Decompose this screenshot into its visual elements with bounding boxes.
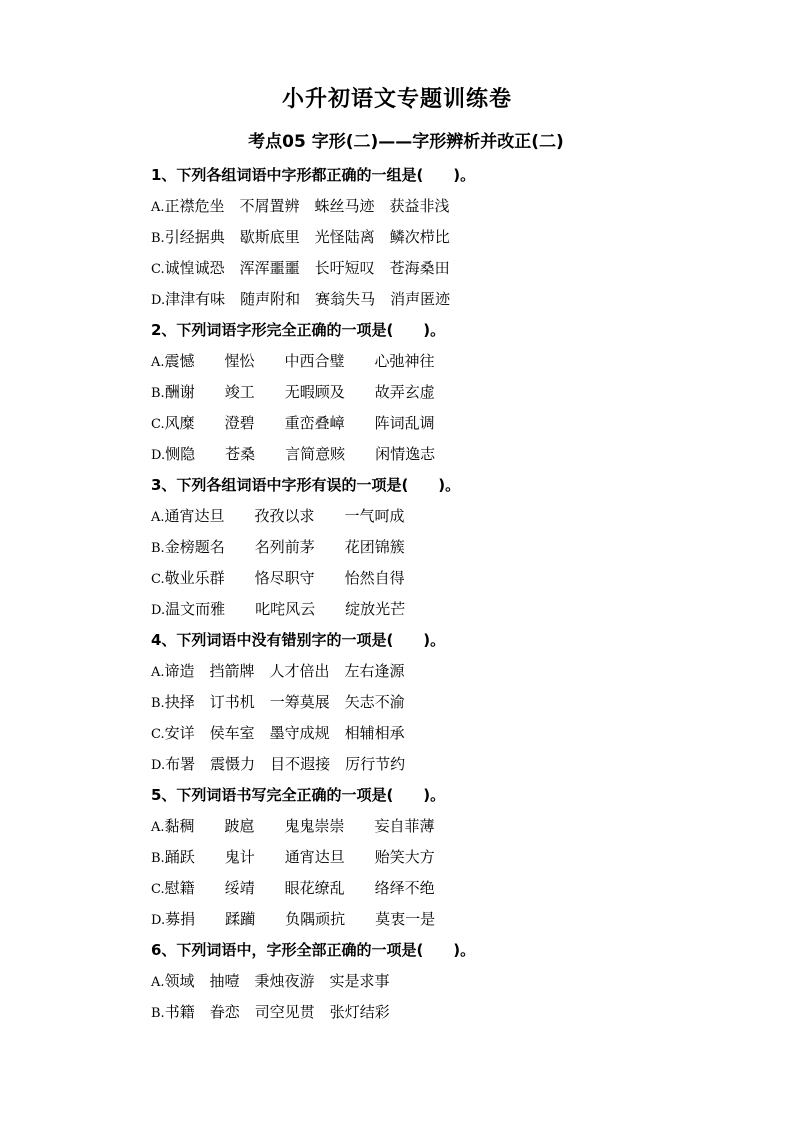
option-words: 踊跃 鬼计 通宵达旦 贻笑大方	[164, 848, 435, 866]
question-list	[151, 163, 751, 1031]
option-words: 领域 抽噎 秉烛夜游 实是求事	[164, 972, 390, 990]
option-words: 金榜题名 名列前茅 花团锦簇	[164, 538, 405, 556]
option-c	[151, 256, 751, 287]
option-b	[151, 380, 751, 411]
question-3	[151, 473, 751, 628]
question-1	[151, 163, 751, 318]
question-stem: 2、下列词语字形完全正确的一项是( )。	[151, 321, 446, 339]
option-words: 敬业乐群 恪尽职守 怡然自得	[164, 569, 405, 587]
option-words: 引经据典 歇斯底里 光怪陆离 鳞次栉比	[164, 228, 450, 246]
option-letter: A.	[151, 820, 165, 835]
option-letter: B.	[151, 386, 165, 401]
question-stem: 5、下列词语书写完全正确的一项是( )。	[151, 786, 446, 804]
option-a	[151, 659, 751, 690]
option-letter: C.	[151, 417, 165, 432]
option-b	[151, 225, 751, 256]
option-words: 通宵达旦 孜孜以求 一气呵成	[164, 507, 405, 525]
option-a	[151, 814, 751, 845]
option-words: 募捐 蹂躏 负隅顽抗 莫衷一是	[165, 910, 436, 928]
option-b	[151, 1000, 751, 1031]
option-letter: A.	[151, 510, 165, 525]
question-4	[151, 628, 751, 783]
option-d	[151, 597, 751, 628]
option-words: 酬谢 竣工 无暇顾及 故弄玄虚	[164, 383, 435, 401]
option-c	[151, 721, 751, 752]
option-words: 布署 震慑力 目不遐接 厉行节约	[165, 755, 406, 773]
question-5	[151, 783, 751, 938]
option-words: 书籍 眷恋 司空见贯 张灯结彩	[164, 1003, 390, 1021]
option-letter: B.	[151, 541, 165, 556]
option-b	[151, 535, 751, 566]
option-words: 风糜 澄碧 重峦叠嶂 阵词乱调	[164, 414, 435, 432]
option-d	[151, 287, 751, 318]
question-stem: 1、下列各组词语中字形都正确的一组是( )。	[151, 166, 476, 184]
option-letter: D.	[151, 758, 166, 773]
option-letter: A.	[151, 665, 165, 680]
option-letter: B.	[151, 851, 165, 866]
option-c	[151, 566, 751, 597]
option-a	[151, 194, 751, 225]
option-words: 震憾 惺忪 中西合璧 心弛神往	[164, 352, 435, 370]
page-title: 小升初语文专题训练卷	[281, 87, 512, 112]
option-words: 正襟危坐 不屑置辨 蛛丝马迹 获益非浅	[164, 197, 450, 215]
option-b	[151, 845, 751, 876]
option-letter: B.	[151, 231, 165, 246]
option-words: 诚惶诚恐 浑浑噩噩 长吁短叹 苍海桑田	[164, 259, 450, 277]
option-words: 津津有味 随声附和 赛翁失马 消声匿迹	[165, 290, 451, 308]
option-letter: A.	[151, 355, 165, 370]
option-letter: C.	[151, 572, 165, 587]
option-letter: C.	[151, 882, 165, 897]
option-letter: A.	[151, 975, 165, 990]
option-d	[151, 907, 751, 938]
question-stem: 3、下列各组词语中字形有误的一项是( )。	[151, 476, 461, 494]
option-c	[151, 411, 751, 442]
question-2	[151, 318, 751, 473]
option-c	[151, 876, 751, 907]
option-letter: D.	[151, 913, 166, 928]
option-letter: D.	[151, 293, 166, 308]
option-words: 慰籍 绥靖 眼花缭乱 络绎不绝	[164, 879, 435, 897]
option-words: 恻隐 苍桑 言简意赅 闲情逸志	[165, 445, 436, 463]
option-letter: B.	[151, 1006, 165, 1021]
option-a	[151, 349, 751, 380]
option-a	[151, 504, 751, 535]
option-letter: D.	[151, 448, 166, 463]
option-letter: B.	[151, 696, 165, 711]
option-words: 安详 侯车室 墨守成规 相辅相承	[164, 724, 405, 742]
option-words: 温文而雅 叱咤风云 绽放光芒	[165, 600, 406, 618]
option-words: 黏稠 跛扈 鬼鬼崇崇 妄自菲薄	[164, 817, 435, 835]
option-d	[151, 752, 751, 783]
option-a	[151, 969, 751, 1000]
option-b	[151, 690, 751, 721]
option-words: 谛造 挡箭牌 人才倍出 左右逢源	[164, 662, 405, 680]
option-letter: D.	[151, 603, 166, 618]
option-letter: A.	[151, 200, 165, 215]
question-stem: 6、下列词语中，字形全部正确的一项是( )。	[151, 941, 476, 959]
option-letter: C.	[151, 727, 165, 742]
option-words: 抉择 订书机 一筹莫展 矢志不渝	[164, 693, 405, 711]
option-letter: C.	[151, 262, 165, 277]
page-subtitle: 考点05 字形(二)——字形辨析并改正(二)	[248, 132, 564, 152]
option-d	[151, 442, 751, 473]
question-6	[151, 938, 751, 1031]
question-stem: 4、下列词语中没有错别字的一项是( )。	[151, 631, 446, 649]
